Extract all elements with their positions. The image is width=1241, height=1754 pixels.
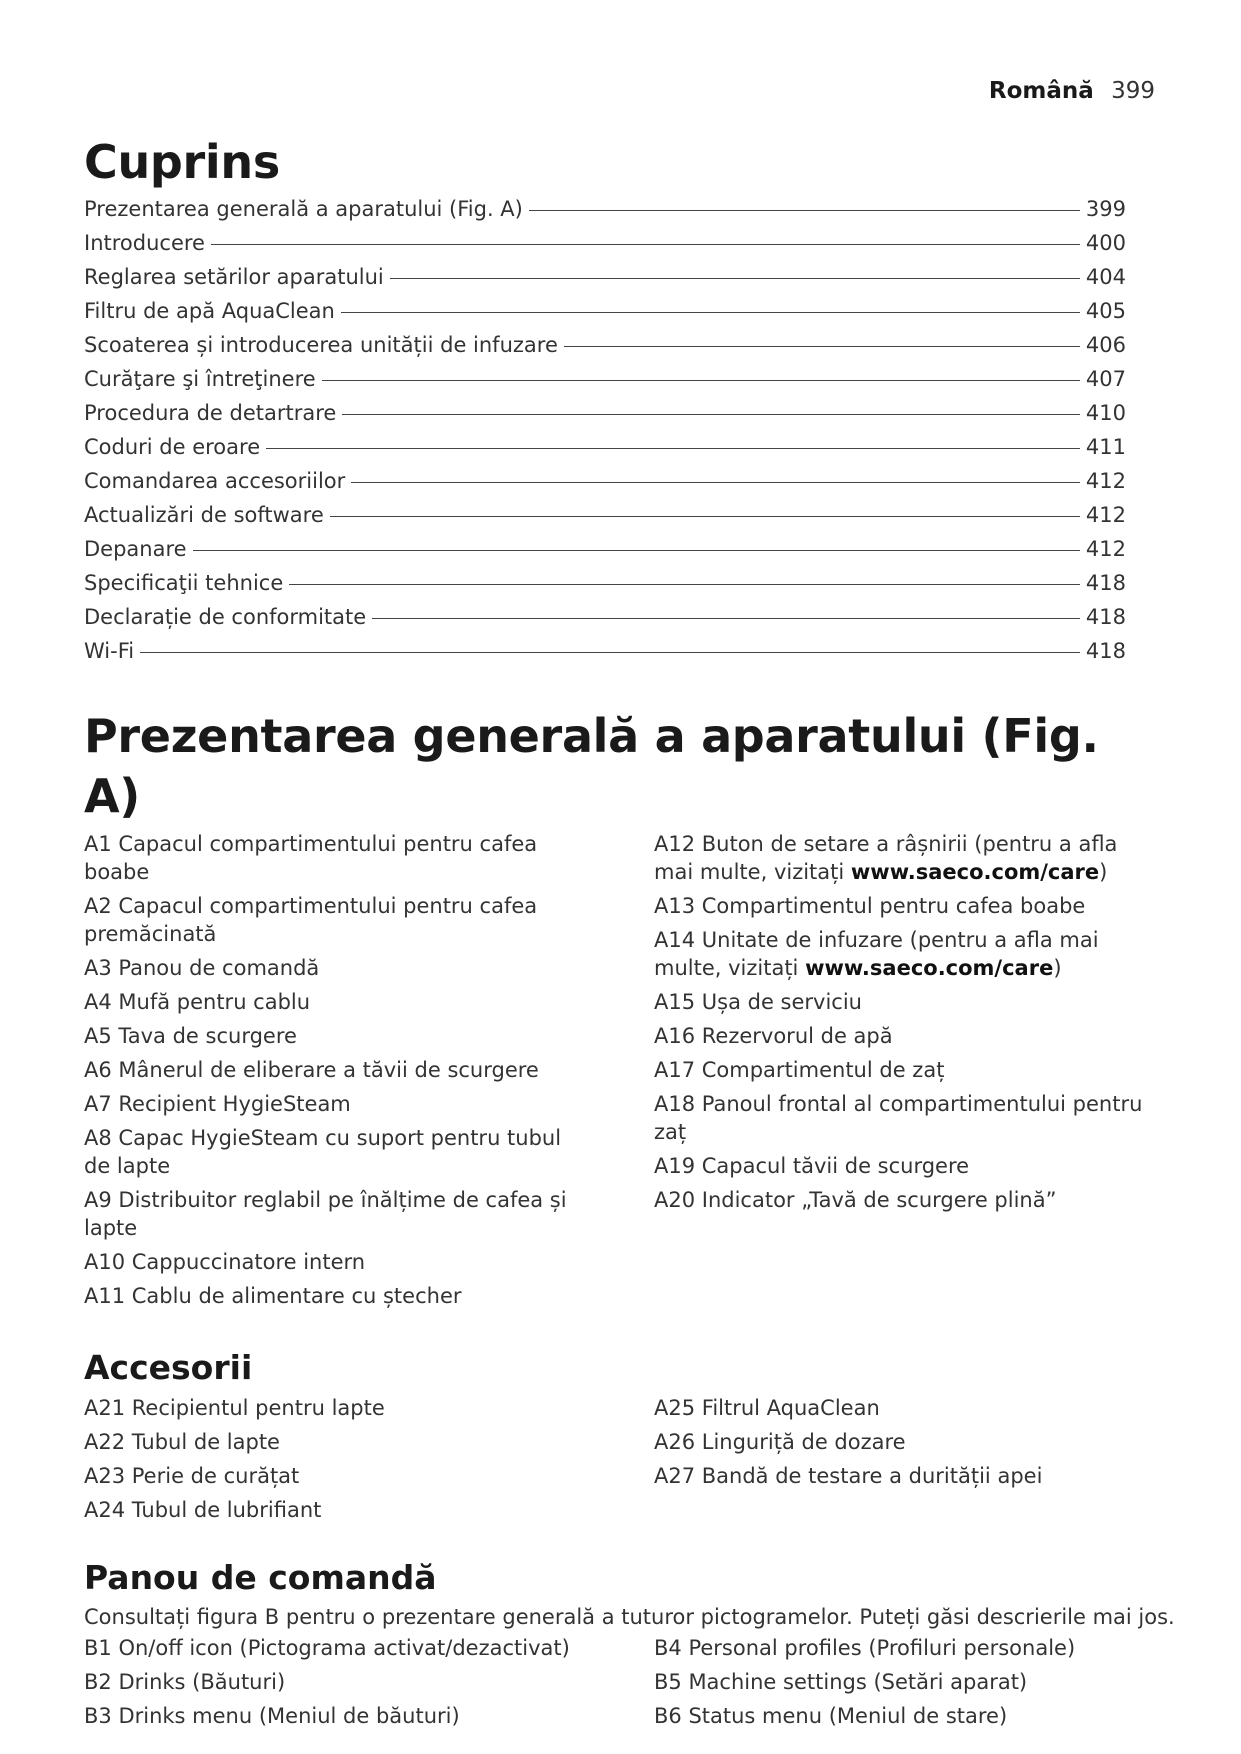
control-panel-columns <box>84 1634 1154 1736</box>
accessories-right-column <box>654 1394 1154 1530</box>
table-of-contents <box>84 132 1154 668</box>
control-panel-title: Panou de comandă <box>84 1558 437 1597</box>
list-item: A15 Ușa de serviciu <box>654 990 862 1014</box>
list-item: B6 Status menu (Meniul de stare) <box>654 1704 1008 1728</box>
toc-leader <box>372 618 1080 619</box>
toc-entry-page: 407 <box>1085 367 1126 391</box>
overview-right-column <box>654 830 1154 1316</box>
toc-leader <box>564 346 1080 347</box>
item-text-end: ) <box>1099 860 1108 884</box>
toc-entry[interactable] <box>84 328 1126 362</box>
toc-entry-title: Filtru de apă AquaClean <box>84 299 335 323</box>
page-number: 399 <box>1111 78 1155 104</box>
toc-entry[interactable] <box>84 260 1126 294</box>
accessories-left-column <box>84 1394 584 1530</box>
toc-entry-title: Actualizări de software <box>84 503 324 527</box>
toc-entry[interactable] <box>84 396 1126 430</box>
overview-section <box>84 706 1154 1316</box>
list-item: A13 Compartimentul pentru cafea boabe <box>654 894 1086 918</box>
item-text: A14 Unitate de infuzare (pentru a afla mai multe, vizitați <box>654 928 1099 980</box>
accessories-section <box>84 1346 1154 1530</box>
toc-entry[interactable] <box>84 362 1126 396</box>
toc-list <box>84 192 1126 668</box>
toc-leader <box>342 414 1080 415</box>
toc-entry[interactable] <box>84 634 1126 668</box>
toc-leader <box>193 550 1080 551</box>
list-item: B2 Drinks (Băuturi) <box>84 1670 286 1694</box>
control-panel-left-column <box>84 1634 584 1736</box>
toc-entry-title: Wi-Fi <box>84 639 135 663</box>
toc-entry-title: Procedura de detartrare <box>84 401 337 425</box>
toc-entry-page: 418 <box>1085 639 1126 663</box>
toc-entry-title: Specificaţii tehnice <box>84 571 284 595</box>
list-item: A26 Linguriță de dozare <box>654 1430 906 1454</box>
toc-entry-title: Introducere <box>84 231 205 255</box>
toc-leader <box>289 584 1080 585</box>
accessories-columns <box>84 1394 1154 1530</box>
list-item: B5 Machine settings (Setări aparat) <box>654 1670 1028 1694</box>
toc-entry[interactable] <box>84 294 1126 328</box>
toc-leader <box>266 448 1080 449</box>
control-panel-right-column <box>654 1634 1154 1736</box>
toc-entry[interactable] <box>84 430 1126 464</box>
list-item: B1 On/off icon (Pictograma activat/dezactivat) <box>84 1636 570 1660</box>
control-panel-intro: Consultați figura B pentru o prezentare generală a tuturor pictogramelor. Puteți găsi descrierile mai jos. <box>84 1605 1175 1629</box>
toc-entry-page: 399 <box>1085 197 1126 221</box>
toc-leader <box>140 652 1080 653</box>
list-item: A3 Panou de comandă <box>84 956 320 980</box>
list-item: A24 Tubul de lubrifiant <box>84 1498 322 1522</box>
toc-entry-page: 418 <box>1085 571 1126 595</box>
accessories-title: Accesorii <box>84 1348 253 1387</box>
list-item: A5 Tava de scurgere <box>84 1024 297 1048</box>
list-item <box>654 830 1154 886</box>
toc-entry-title: Prezentarea generală a aparatului (Fig. A) <box>84 197 523 221</box>
list-item: A6 Mânerul de eliberare a tăvii de scurgere <box>84 1058 539 1082</box>
toc-entry-page: 412 <box>1085 537 1126 561</box>
item-text-end: ) <box>1053 956 1062 980</box>
page-header <box>989 78 1155 104</box>
toc-entry-page: 404 <box>1085 265 1126 289</box>
language-label: Română <box>988 78 1094 104</box>
toc-entry[interactable] <box>84 498 1126 532</box>
toc-entry-title: Reglarea setărilor aparatului <box>84 265 384 289</box>
list-item: A8 Capac HygieSteam cu suport pentru tubul de lapte <box>84 1126 562 1178</box>
toc-entry-title: Scoaterea și introducerea unității de infuzare <box>84 333 558 357</box>
toc-leader <box>330 516 1080 517</box>
list-item: A11 Cablu de alimentare cu ștecher <box>84 1284 462 1308</box>
list-item: A22 Tubul de lapte <box>84 1430 280 1454</box>
list-item: A21 Recipientul pentru lapte <box>84 1396 385 1420</box>
list-item: B4 Personal profiles (Profiluri personale) <box>654 1636 1076 1660</box>
list-item: A25 Filtrul AquaClean <box>654 1396 880 1420</box>
list-item: A19 Capacul tăvii de scurgere <box>654 1154 970 1178</box>
toc-entry[interactable] <box>84 566 1126 600</box>
list-item: A10 Cappuccinatore intern <box>84 1250 366 1274</box>
toc-leader <box>211 244 1080 245</box>
toc-entry-title: Declarație de conformitate <box>84 605 367 629</box>
list-item: B3 Drinks menu (Meniul de băuturi) <box>84 1704 460 1728</box>
website-link[interactable]: www.saeco.com/care <box>805 956 1054 980</box>
list-item: A23 Perie de curățat <box>84 1464 300 1488</box>
list-item: A16 Rezervorul de apă <box>654 1024 893 1048</box>
list-item: A18 Panoul frontal al compartimentului pentru zaț <box>654 1092 1143 1144</box>
list-item: A17 Compartimentul de zaț <box>654 1058 945 1082</box>
list-item: A4 Mufă pentru cablu <box>84 990 311 1014</box>
toc-leader <box>341 312 1080 313</box>
website-link[interactable]: www.saeco.com/care <box>850 860 1100 884</box>
control-panel-section <box>84 1556 1175 1736</box>
toc-entry-page: 405 <box>1085 299 1126 323</box>
overview-title: Prezentarea generală a aparatului (Fig. A) <box>84 709 1099 823</box>
toc-leader <box>322 380 1080 381</box>
item-text: A12 Buton de setare a râșnirii (pentru a afla mai multe, vizitați <box>654 832 1118 884</box>
list-item: A20 Indicator „Tavă de scurgere plină” <box>654 1188 1057 1212</box>
toc-entry-page: 418 <box>1085 605 1126 629</box>
toc-leader <box>529 210 1080 211</box>
overview-columns <box>84 830 1154 1316</box>
toc-entry[interactable] <box>84 600 1126 634</box>
overview-left-column <box>84 830 584 1316</box>
toc-entry-page: 411 <box>1085 435 1126 459</box>
toc-entry[interactable] <box>84 226 1126 260</box>
list-item: A9 Distribuitor reglabil pe înălțime de cafea și lapte <box>84 1188 567 1240</box>
toc-leader <box>351 482 1080 483</box>
page-content <box>84 132 1175 1736</box>
list-item: A7 Recipient HygieSteam <box>84 1092 351 1116</box>
list-item: A1 Capacul compartimentului pentru cafea boabe <box>84 832 538 884</box>
toc-entry-title: Curăţare şi întreţinere <box>84 367 316 391</box>
toc-title: Cuprins <box>84 135 280 189</box>
toc-entry[interactable] <box>84 192 1126 226</box>
list-item: A27 Bandă de testare a durității apei <box>654 1464 1043 1488</box>
list-item <box>654 926 1154 982</box>
toc-entry[interactable] <box>84 464 1126 498</box>
toc-entry[interactable] <box>84 532 1126 566</box>
toc-entry-title: Comandarea accesoriilor <box>84 469 346 493</box>
toc-leader <box>390 278 1080 279</box>
toc-entry-page: 412 <box>1085 503 1126 527</box>
list-item: A2 Capacul compartimentului pentru cafea premăcinată <box>84 894 538 946</box>
toc-entry-page: 410 <box>1085 401 1126 425</box>
toc-entry-page: 400 <box>1085 231 1126 255</box>
toc-entry-title: Depanare <box>84 537 187 561</box>
toc-entry-page: 406 <box>1085 333 1126 357</box>
toc-entry-page: 412 <box>1085 469 1126 493</box>
toc-entry-title: Coduri de eroare <box>84 435 261 459</box>
